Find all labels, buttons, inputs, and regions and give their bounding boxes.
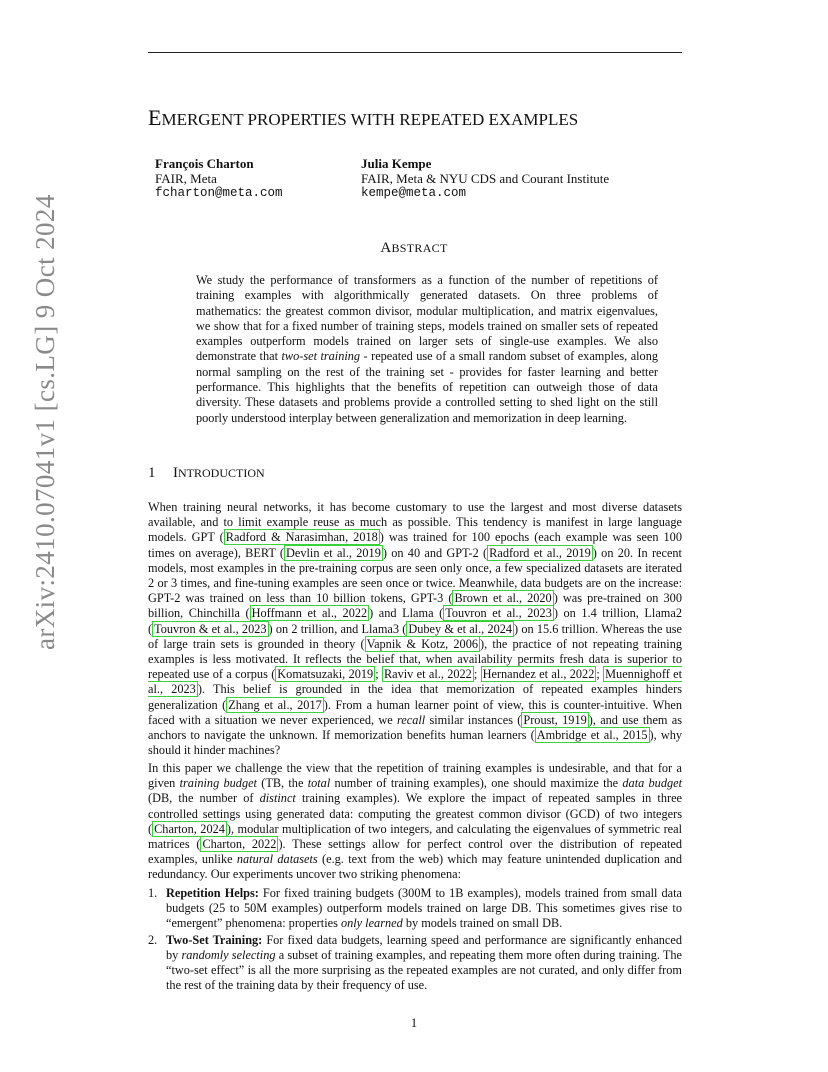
citation-link[interactable]: Ambridge et al., 2015	[536, 728, 648, 743]
intro-paragraph-1	[148, 500, 682, 758]
arxiv-watermark: arXiv:2410.07041v1 [cs.LG] 9 Oct 2024	[30, 194, 60, 650]
section-heading-introduction	[148, 465, 265, 482]
author-name: Julia Kempe	[361, 156, 432, 171]
abstract-heading-first: A	[380, 240, 392, 256]
list-item	[148, 933, 682, 994]
author-email[interactable]: kempe@meta.com	[361, 186, 467, 200]
paragraph-text: ). This belief is grounded in the idea that memorization of repeated examples hinders generalization (	[148, 682, 682, 712]
list-item-text: a subset of training examples, and repeating them more often during training. The “two-set effect” is all the more surprising as the repeated examples are not curated, and only differ from the rest of the training data by their frequency of use.	[166, 947, 682, 993]
emphasis: randomly selecting	[181, 947, 276, 962]
paragraph-text: ;	[596, 667, 604, 682]
emphasis: distinct	[259, 791, 296, 806]
author-affiliation: FAIR, Meta	[155, 171, 217, 186]
paragraph-text: ), and use them as anchors to navigate the unknown. If memorization benefits human learners (	[148, 712, 683, 743]
author-email[interactable]: fcharton@meta.com	[155, 186, 283, 200]
abstract-emphasis: two-set training	[281, 349, 361, 364]
citation-link[interactable]: Touvron et al., 2023	[445, 606, 552, 621]
emphasis: only learned	[340, 916, 403, 931]
author-name: François Charton	[155, 156, 254, 171]
abstract-heading	[0, 240, 828, 257]
citation-link[interactable]: Raviv et al., 2022	[383, 667, 472, 682]
list-item-text: by models trained on small DB.	[402, 916, 563, 931]
citation-link[interactable]: Radford et al., 2019	[489, 545, 591, 560]
abstract-text	[196, 273, 658, 426]
title-first-letter: E	[148, 105, 162, 130]
paragraph-text: ), modular multiplication of two integers, and calculating the eigenvalues of symmetric real matrices (	[148, 821, 682, 852]
abstract-heading-rest: BSTRACT	[391, 241, 448, 255]
citation-link[interactable]: Touvron & et al., 2023	[154, 621, 267, 636]
paragraph-text: ;	[473, 667, 481, 682]
paragraph-text: ) on 20. In recent models, most examples in the pre-training corpus are seen only once, a few specialized datasets are iterated 2 or 3 times, and fine-tuning examples are seen once or twice. Meanwhile, data budgets are on the increase: GPT-2 was trained on less than 10 billion tokens, GPT-3 (	[148, 545, 682, 606]
paragraph-text: similar instances (	[425, 712, 522, 727]
citation-link[interactable]: Muennighoff et al., 2023	[148, 667, 683, 697]
abstract-part: We study the performance of transformers as a function of the number of repetitions of training examples with algorithmically generated datasets. On three problems of mathematics: the greatest common divisor, modular multiplication, and matrix eigenvalues, we show that for a fixed number of training steps, models trained on smaller sets of repeated examples outperform models trained on larger sets of single-use examples. We also demonstrate that	[196, 273, 658, 364]
citation-link[interactable]: Komatsuzaki, 2019	[277, 667, 374, 682]
citation-link[interactable]: Hernandez et al., 2022	[482, 667, 595, 682]
paragraph-text: number of training examples), one should maximize the	[330, 776, 623, 791]
paragraph-text: When training neural networks, it has become customary to use the largest and most diverse datasets available, and to limit example reuse as much as possible. This tendency is manifest in large language models. GPT (	[148, 500, 682, 545]
paragraph-text: (e.g. text from the web) which may feature unintended duplication and redundancy. Our experiments uncover two striking phenomena:	[148, 852, 683, 882]
section-title-rest: NTRODUCTION	[178, 466, 265, 480]
list-item-number: 1.	[148, 886, 158, 900]
paragraph-text: training examples). We explore the impact of repeated samples in three controlled settings using generated data: computing the greatest common divisor (GCD) of two integers (	[148, 791, 682, 836]
citation-link[interactable]: Devlin et al., 2019	[286, 545, 381, 560]
emphasis: training budget	[179, 776, 257, 791]
intro-paragraph-2	[148, 761, 682, 883]
emphasis: recall	[396, 712, 426, 727]
author-affiliation: FAIR, Meta & NYU CDS and Courant Institute	[361, 171, 610, 186]
section-title-first: I	[173, 465, 178, 481]
paragraph-text: ) on 40 and GPT-2 (	[382, 545, 488, 560]
citation-link[interactable]: Dubey & et al., 2024	[408, 621, 513, 636]
paragraph-text: In this paper we challenge the view that the repetition of training examples is undesirable, and that for a given	[148, 761, 682, 791]
list-item-number: 2.	[148, 932, 158, 947]
citation-link[interactable]: Vapnik & Kotz, 2006	[366, 636, 479, 651]
emphasis: natural datasets	[236, 852, 318, 867]
paragraph-text: ). These settings allow for perfect control over the distribution of repeated examples, unlike	[148, 837, 683, 867]
abstract-part: - repeated use of a small random subset of examples, along normal sampling on the rest of the training set - provides for faster learning and better performance. This highlights that the benefits of repetition can outweigh those of data diversity. These datasets and problems provide a controlled setting to shed light on the still poorly understood interplay between generalization and memorization in deep learning.	[196, 349, 659, 425]
paragraph-text: ). From a human learner point of view, this is counter-intuitive. When faced with a situation we never experienced, we	[148, 697, 682, 727]
list-item-lead: Two-Set Training:	[166, 932, 263, 947]
author-block-2	[361, 156, 609, 201]
section-number: 1	[148, 465, 156, 481]
citation-link[interactable]: Proust, 1919	[523, 712, 587, 727]
citation-link[interactable]: Brown et al., 2020	[454, 591, 552, 606]
list-item-text: For fixed training budgets (300M to 1B examples), models trained from small data budgets (25 to 50M examples) outperform models trained on large DB. This sometimes gives rise to “emergent” phenomena: properties	[166, 886, 682, 931]
paragraph-text: (DB, the number of	[148, 791, 260, 806]
header-rule	[148, 52, 682, 53]
list-item-lead: Repetition Helps:	[166, 886, 259, 900]
paragraph-text: ) on 1.4 trillion, Llama2 (	[148, 606, 682, 636]
paragraph-text: ) and Llama (	[369, 606, 444, 621]
author-block-1	[155, 156, 283, 201]
citation-link[interactable]: Hoffmann et al., 2022	[251, 606, 368, 621]
paragraph-text: ) on 15.6 trillion. Whereas the use of large train sets is grounded in theory (	[148, 621, 683, 651]
paper-title	[148, 105, 708, 131]
citation-link[interactable]: Radford & Narasimhan, 2018	[225, 530, 378, 545]
paragraph-text: ) was trained for 100 epochs (each example was seen 100 times on average), BERT (	[148, 530, 682, 560]
paragraph-text: (TB, the	[256, 776, 308, 791]
list-item	[148, 886, 682, 932]
list-item-text: For fixed data budgets, learning speed and performance are significantly enhanced by	[166, 932, 682, 962]
contributions-list	[148, 886, 682, 994]
paragraph-text: ), the practice of not repeating training examples is less motivated. It reflects the belief that, when availability permits fresh data is superior to repeated use of a corpus (	[148, 636, 683, 682]
page-number: 1	[410, 1016, 418, 1030]
paragraph-text: ) on 2 trillion, and Llama3 (	[268, 621, 407, 636]
citation-link[interactable]: Zhang et al., 2017	[228, 697, 322, 712]
citation-link[interactable]: Charton, 2024	[154, 821, 225, 836]
paragraph-text: ;	[375, 667, 382, 682]
title-rest: MERGENT PROPERTIES WITH REPEATED EXAMPLES	[161, 110, 579, 129]
emphasis: data budget	[622, 776, 682, 791]
emphasis: total	[307, 776, 331, 791]
paragraph-text: ), why should it hinder machines?	[148, 728, 682, 758]
citation-link[interactable]: Charton, 2022	[202, 837, 277, 852]
paragraph-text: ) was pre-trained on 300 billion, Chinchilla (	[148, 591, 682, 621]
